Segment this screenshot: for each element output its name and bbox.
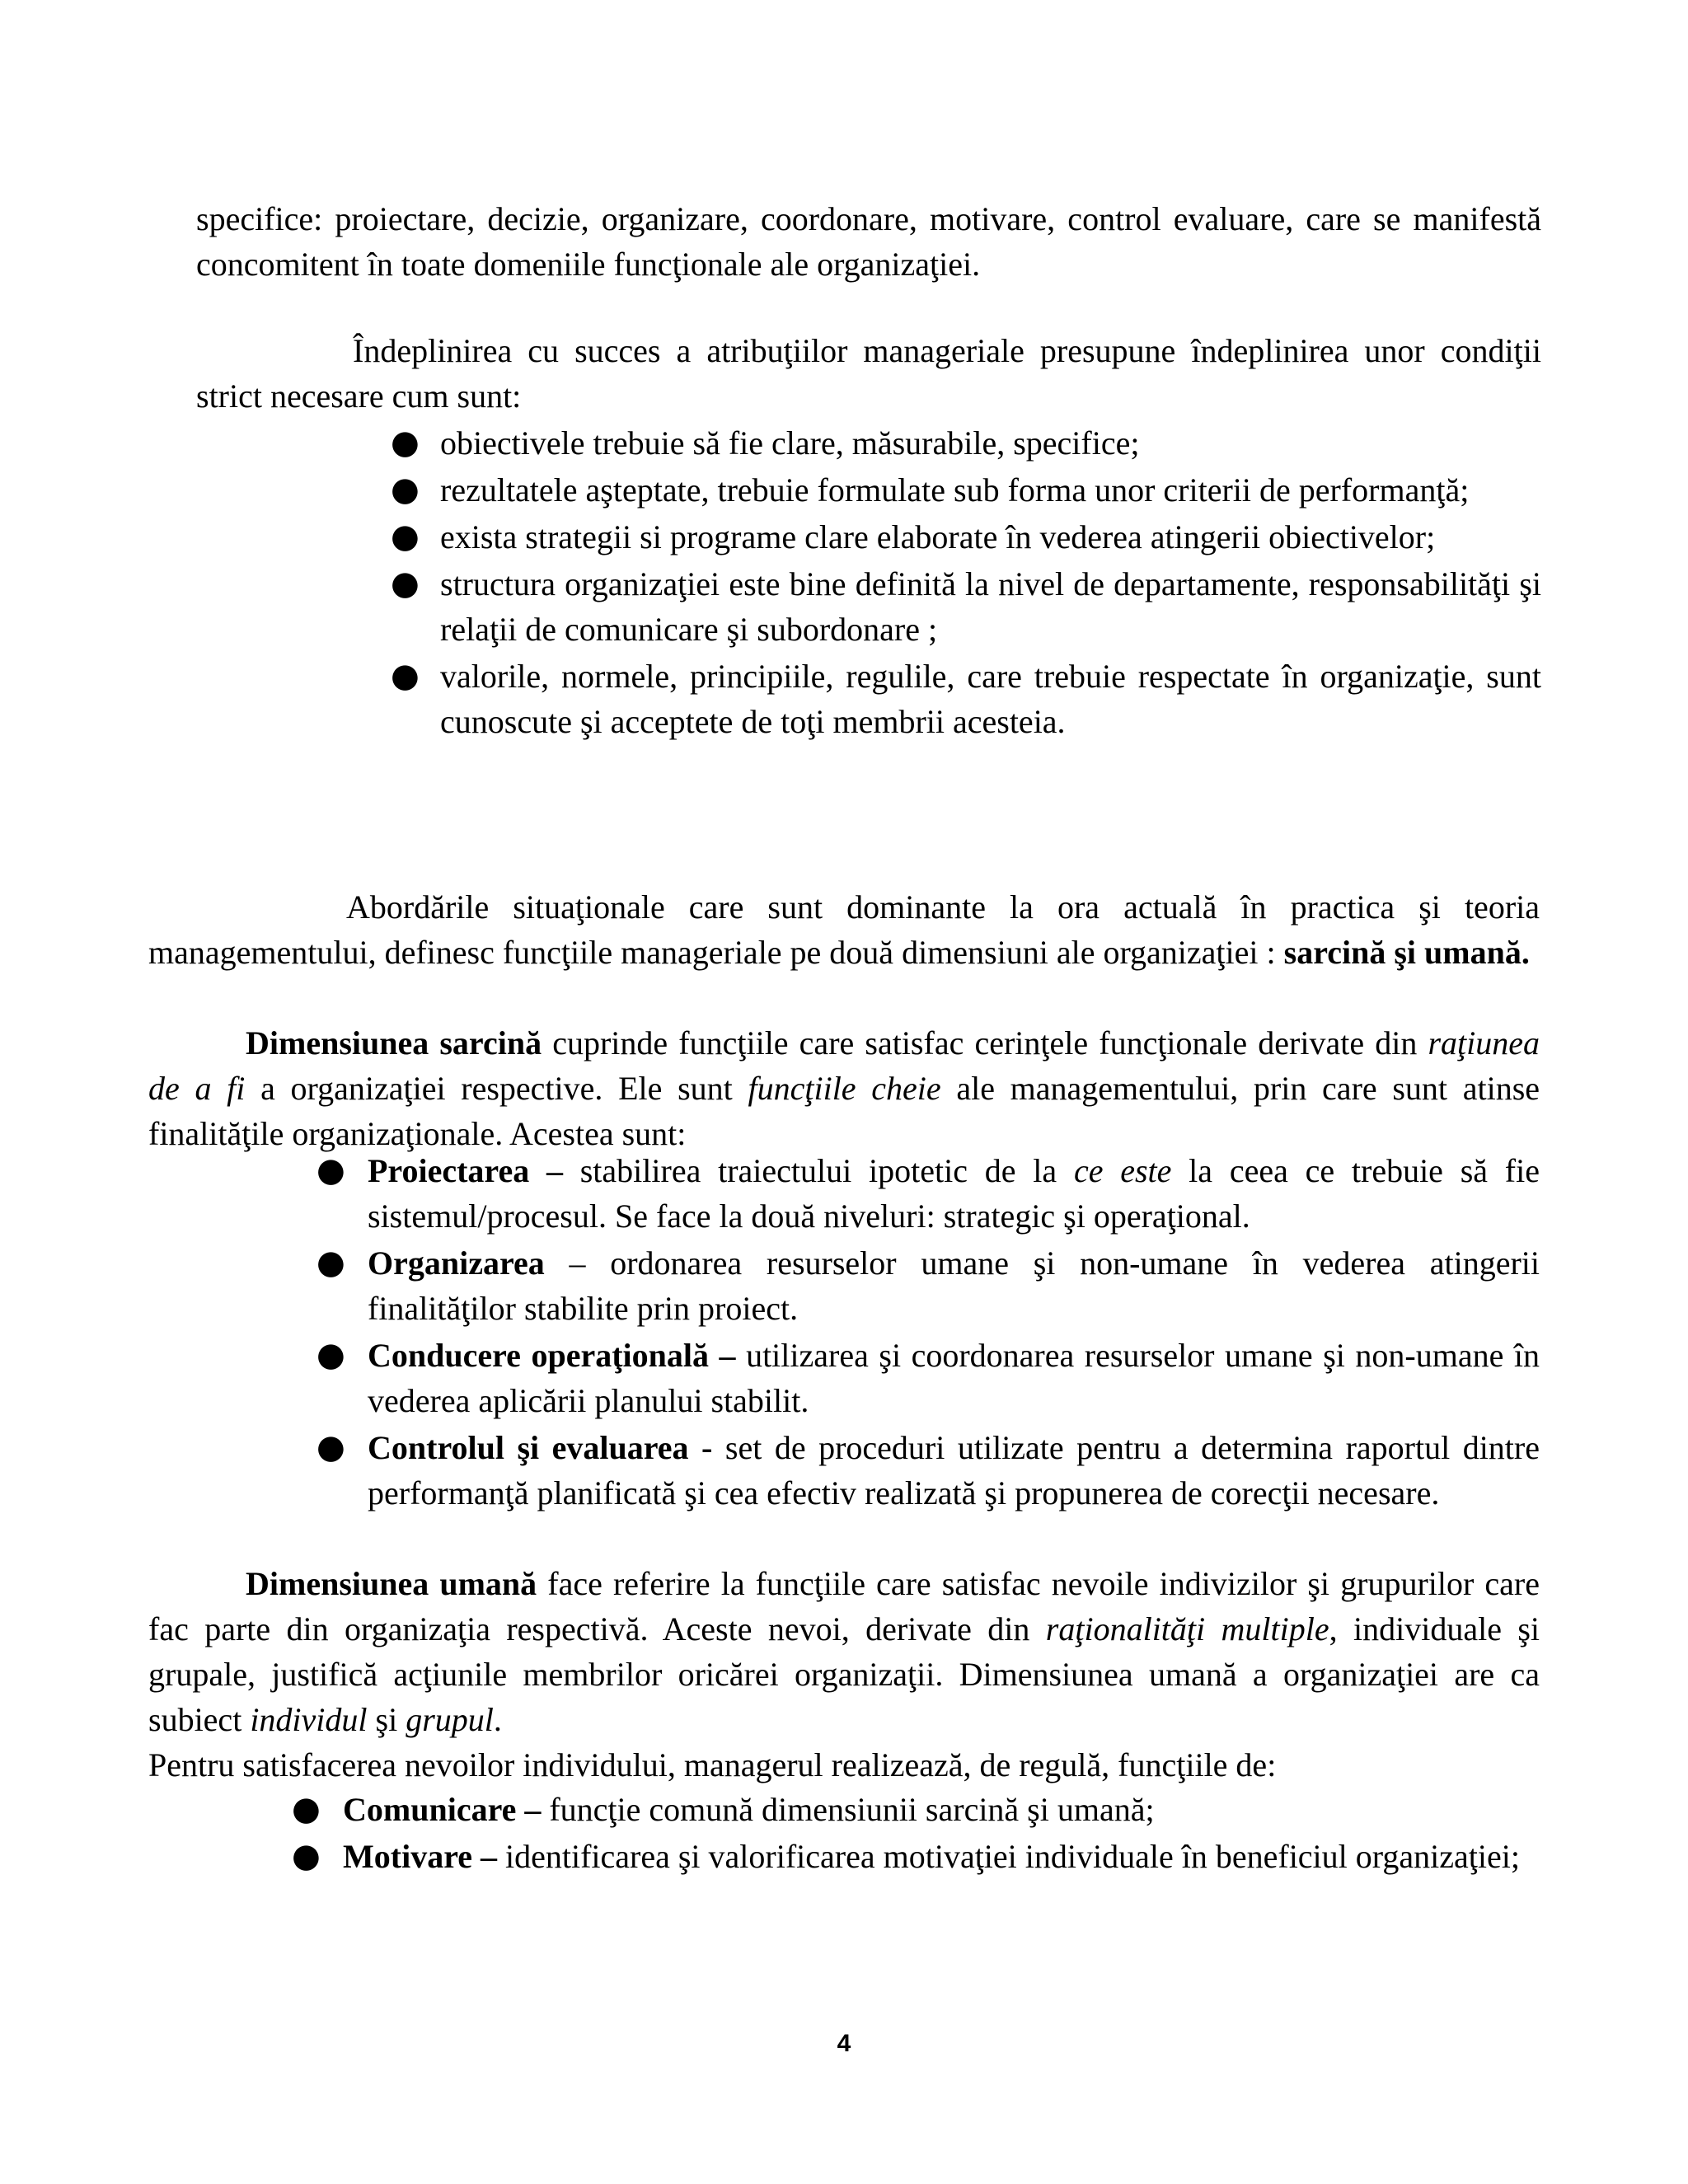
bullet-icon: ● [316,1428,345,1466]
individual-functions-list [292,1787,1540,1879]
bullet-icon: ● [391,424,420,462]
task-functions-list [316,1148,1540,1516]
list-item: ● obiectivele trebuie să fie clare, măsurabile, specifice; [440,420,1541,466]
bullet-icon: ● [316,1151,345,1189]
list-item: ● Controlul şi evaluarea - set de proceduri utilizate pentru a determina raportul dintre performanţă planificată şi cea efectiv realizată şi propunerea de corecţii necesare. [368,1425,1540,1516]
list-item: ● Motivare – identificarea şi valorificarea motivaţiei individuale în beneficiul organizaţiei; [343,1834,1540,1879]
conditions-paragraph [196,328,1541,419]
conditions-list [391,420,1541,744]
intro-paragraph [196,196,1541,287]
list-item: ● valorile, normele, principiile, regulile, care trebuie respectate în organizaţie, sunt cunoscute şi acceptete de toţi membrii acesteia. [440,654,1541,744]
bullet-icon: ● [292,1837,321,1875]
situational-bold: sarcină şi umană. [1283,934,1530,971]
bullet-icon: ● [391,518,420,555]
bullet-icon: ● [316,1336,345,1374]
list-item: ● rezultatele aşteptate, trebuie formulate sub forma unor criterii de performanţă; [440,467,1541,513]
bullet-icon: ● [391,471,420,509]
task-dimension-heading: Dimensiunea sarcină [246,1024,542,1062]
human-dimension-paragraph: Dimensiunea umană face referire la funcţiile care satisfac nevoile indivizilor şi grupurilor care fac parte din organizaţia respectivă. Aceste nevoi, derivate din raţionalităţi multiple, individuale şi grupale, justifică acţiunile membrilor oricărei organizaţii. Dimensiunea umană a organizaţiei are ca subiect individul şi grupul. Pentru satisfacerea nevoilor individului, managerul realizează, de regulă, funcţiile de: [148,1561,1540,1788]
list-item: ● Organizarea – ordonarea resurselor umane şi non-umane în vederea atingerii finalităţilor stabilite prin proiect. [368,1240,1540,1331]
bullet-icon: ● [292,1790,321,1828]
bullet-icon: ● [391,657,420,695]
list-item: ● Conducere operaţională – utilizarea şi coordonarea resurselor umane şi non-umane în vederea aplicării planului stabilit. [368,1333,1540,1423]
situational-text: Abordările situaţionale care sunt dominante la ora actuală în practica şi teoria managementului, definesc funcţiile manageriale pe două dimensiuni ale organizaţiei : [148,888,1540,971]
task-dimension-paragraph: Dimensiunea sarcină cuprinde funcţiile care satisfac cerinţele funcţionale derivate din raţiunea de a fi a organizaţiei respective. Ele sunt funcţiile cheie ale managementului, prin care sunt atinse finalităţile organizaţionale. Acestea sunt: [148,1024,1540,1152]
page-number: 4 [837,2030,851,2057]
intro-text: specifice: proiectare, decizie, organizare, coordonare, motivare, control evaluare, care se manifestă concomitent în toate domeniile funcţionale ale organizaţiei. [196,200,1541,283]
conditions-intro: Îndeplinirea cu succes a atribuţiilor manageriale presupune îndeplinirea unor condiţii strict necesare cum sunt: [196,332,1541,415]
list-item: ● exista strategii si programe clare elaborate în vederea atingerii obiectivelor; [440,514,1541,560]
list-item: ● structura organizaţiei este bine definită la nivel de departamente, responsabilităţi şi relaţii de comunicare şi subordonare ; [440,561,1541,652]
list-item: ● Proiectarea – stabilirea traiectului ipotetic de la ce este la ceea ce trebuie să fie sistemul/procesul. Se face la două niveluri: strategic şi operaţional. [368,1148,1540,1239]
human-dimension-heading: Dimensiunea umană [246,1565,537,1602]
list-item: ● Comunicare – funcţie comună dimensiunii sarcină şi umană; [343,1787,1540,1832]
bullet-icon: ● [316,1244,345,1282]
bullet-icon: ● [391,565,420,602]
individual-needs-intro: Pentru satisfacerea nevoilor individului, managerul realizează, de regulă, funcţiile de: [148,1746,1277,1783]
situational-paragraph [148,884,1540,975]
